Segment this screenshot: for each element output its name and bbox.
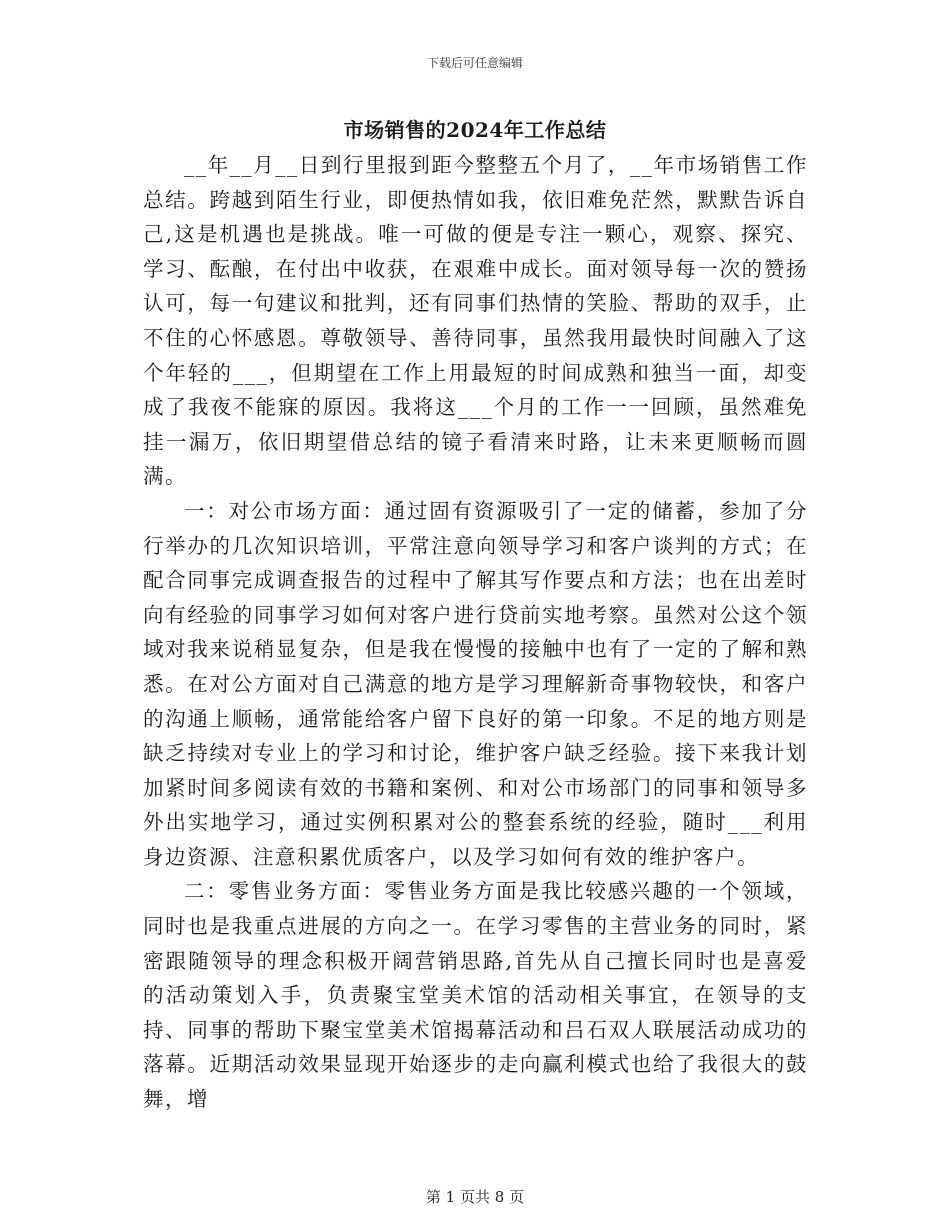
paragraph-corporate-market: 一：对公市场方面：通过固有资源吸引了一定的储蓄，参加了分行举办的几次知识培训，平常注意向领导学习和客户谈判的方式；在配合同事完成调查报告的过程中了解其写作要点和方法；也在出差时向有经验的同事学习如何对客户进行贷前实地考察。虽然对公这个领域对我来说稍显复杂，但是我在慢慢的接触中也有了一定的了解和熟悉。在对公方面对自己满意的地方是学习理解新奇事物较快，和客户的沟通上顺畅，通常能给客户留下良好的第一印象。不足的地方则是缺乏持续对专业上的学习和讨论，维护客户缺乏经验。接下来我计划加紧时间多阅读有效的书籍和案例、和对公市场部门的同事和领导多外出实地学习，通过实例积累对公的整套系统的经验，随时___利用身边资源、注意积累优质客户，以及学习如何有效的维护客户。: [143, 498, 808, 869]
document-body: [143, 148, 808, 1117]
paragraph-intro: __年__月__日到行里报到距今整整五个月了，__年市场销售工作总结。跨越到陌生行业，即便热情如我，依旧难免茫然，默默告诉自己,这是机遇也是挑战。唯一可做的便是专注一颗心，观察、探究、学习、酝酿，在付出中收获，在艰难中成长。面对领导每一次的赞扬认可，每一句建议和批判，还有同事们热情的笑脸、帮助的双手，止不住的心怀感恩。尊敬领导、善待同事，虽然我用最快时间融入了这个年轻的___，但期望在工作上用最短的时间成熟和独当一面，却变成了我夜不能寐的原因。我将这___个月的工作一一回顾，虽然难免挂一漏万，依旧期望借总结的镜子看清来时路，让未来更顺畅而圆满。: [143, 153, 808, 489]
page-number: 第 1 页共 8 页: [425, 1188, 525, 1206]
document-title: 市场销售的2024年工作总结: [343, 118, 607, 142]
header-note: 下载后可任意编辑: [426, 56, 523, 70]
paragraph-retail-business: 二：零售业务方面：零售业务方面是我比较感兴趣的一个领域，同时也是我重点进展的方向之一。在学习零售的主营业务的同时，紧密跟随领导的理念积极开阔营销思路,首先从自己擅长同时也是喜爱的活动策划入手，负责聚宝堂美术馆的活动相关事宜，在领导的支持、同事的帮助下聚宝堂美术馆揭幕活动和吕石双人联展活动成功的落幕。近期活动效果显现开始逐步的走向赢利模式也给了我很大的鼓舞，增: [143, 879, 808, 1112]
